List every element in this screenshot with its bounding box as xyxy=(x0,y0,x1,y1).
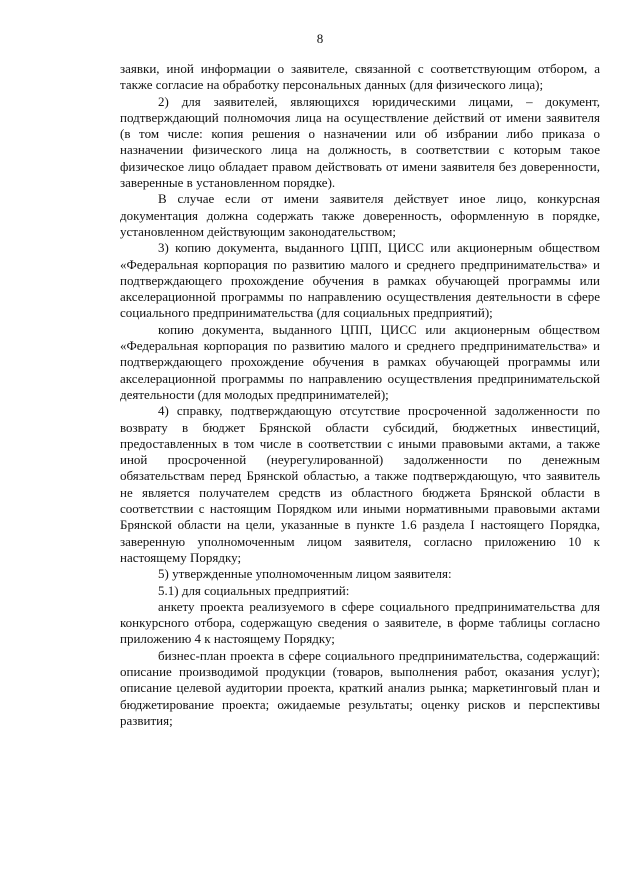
paragraph-item-4: 4) справку, подтверждающую отсутствие просроченной задолженности по возврату в бюджет Брянской области субсидий, бюджетных инвестиций, предоставленных в том числе в соответствии с иными правовыми актами, а также иной просроченной (неурегулированной) задолженности по денежным обязательствам перед Брянской областью, а также подтверждающую, что заявитель не является получателем средств из областного бюджета Брянской области в соответствии с настоящим Порядком или иными нормативными правовыми актами Брянской области на цели, указанные в пункте 1.6 раздела I настоящего Порядка, заверенную уполномоченным лицом заявителя, согласно приложению 10 к настоящему Порядку; xyxy=(120,403,600,565)
paragraph-item-5: 5) утвержденные уполномоченным лицом заявителя: xyxy=(158,566,452,582)
paragraph-item-3: 3) копию документа, выданного ЦПП, ЦИСС или акционерным обществом «Федеральная корпорация по развитию малого и среднего предпринимательства» и подтверждающего прохождение обучения в рамках обучающей программы или акселерационной программы по направлению осуществления деятельности в сфере социального предпринимательства (для социальных предприятий); xyxy=(120,240,600,321)
paragraph-item-5-1: 5.1) для социальных предприятий: xyxy=(158,582,350,598)
paragraph-item-3-youth: копию документа, выданного ЦПП, ЦИСС или акционерным обществом «Федеральная корпорация по развитию малого и среднего предпринимательства» и подтверждающего прохождение обучения в рамках обучающей программы или акселерационной программы по направлению осуществления предпринимательской деятельности (для молодых предпринимателей); xyxy=(120,321,600,402)
page-number: 8 xyxy=(316,31,324,46)
paragraph-proxy: В случае если от имени заявителя действует иное лицо, конкурсная документация должна содержать также доверенность, оформленную в порядке, установленном действующим законодательством; xyxy=(120,191,600,239)
paragraph-item-2: 2) для заявителей, являющихся юридическими лицами, – документ, подтверждающий полномочия лица на осуществление действий от имени заявителя (в том числе: копия решения о назначении или об избрании либо приказа о назначении физического лица на должность, в соответствии с которым такое физическое лицо обладает правом действовать от имени заявителя без доверенности, заверенные в установленном порядке). xyxy=(120,93,600,191)
paragraph-continuation: заявки, иной информации о заявителе, связанной с соответствующим отбором, а также согласие на обработку персональных данных (для физического лица); xyxy=(120,61,600,93)
paragraph-business-plan: бизнес-план проекта в сфере социального предпринимательства, содержащий: описание производимой продукции (товаров, выполнения работ, оказания услуг); описание целевой аудитории проекта, краткий анализ рынка; маркетинговый план и бюджетирование проекта; ожидаемые результаты; оценку рисков и перспективы развития; xyxy=(120,647,600,728)
paragraph-questionnaire: анкету проекта реализуемого в сфере социального предпринимательства для конкурсного отбора, содержащую сведения о заявителе, в форме таблицы согласно приложению 4 к настоящему Порядку; xyxy=(120,598,600,647)
document-body xyxy=(120,61,600,729)
